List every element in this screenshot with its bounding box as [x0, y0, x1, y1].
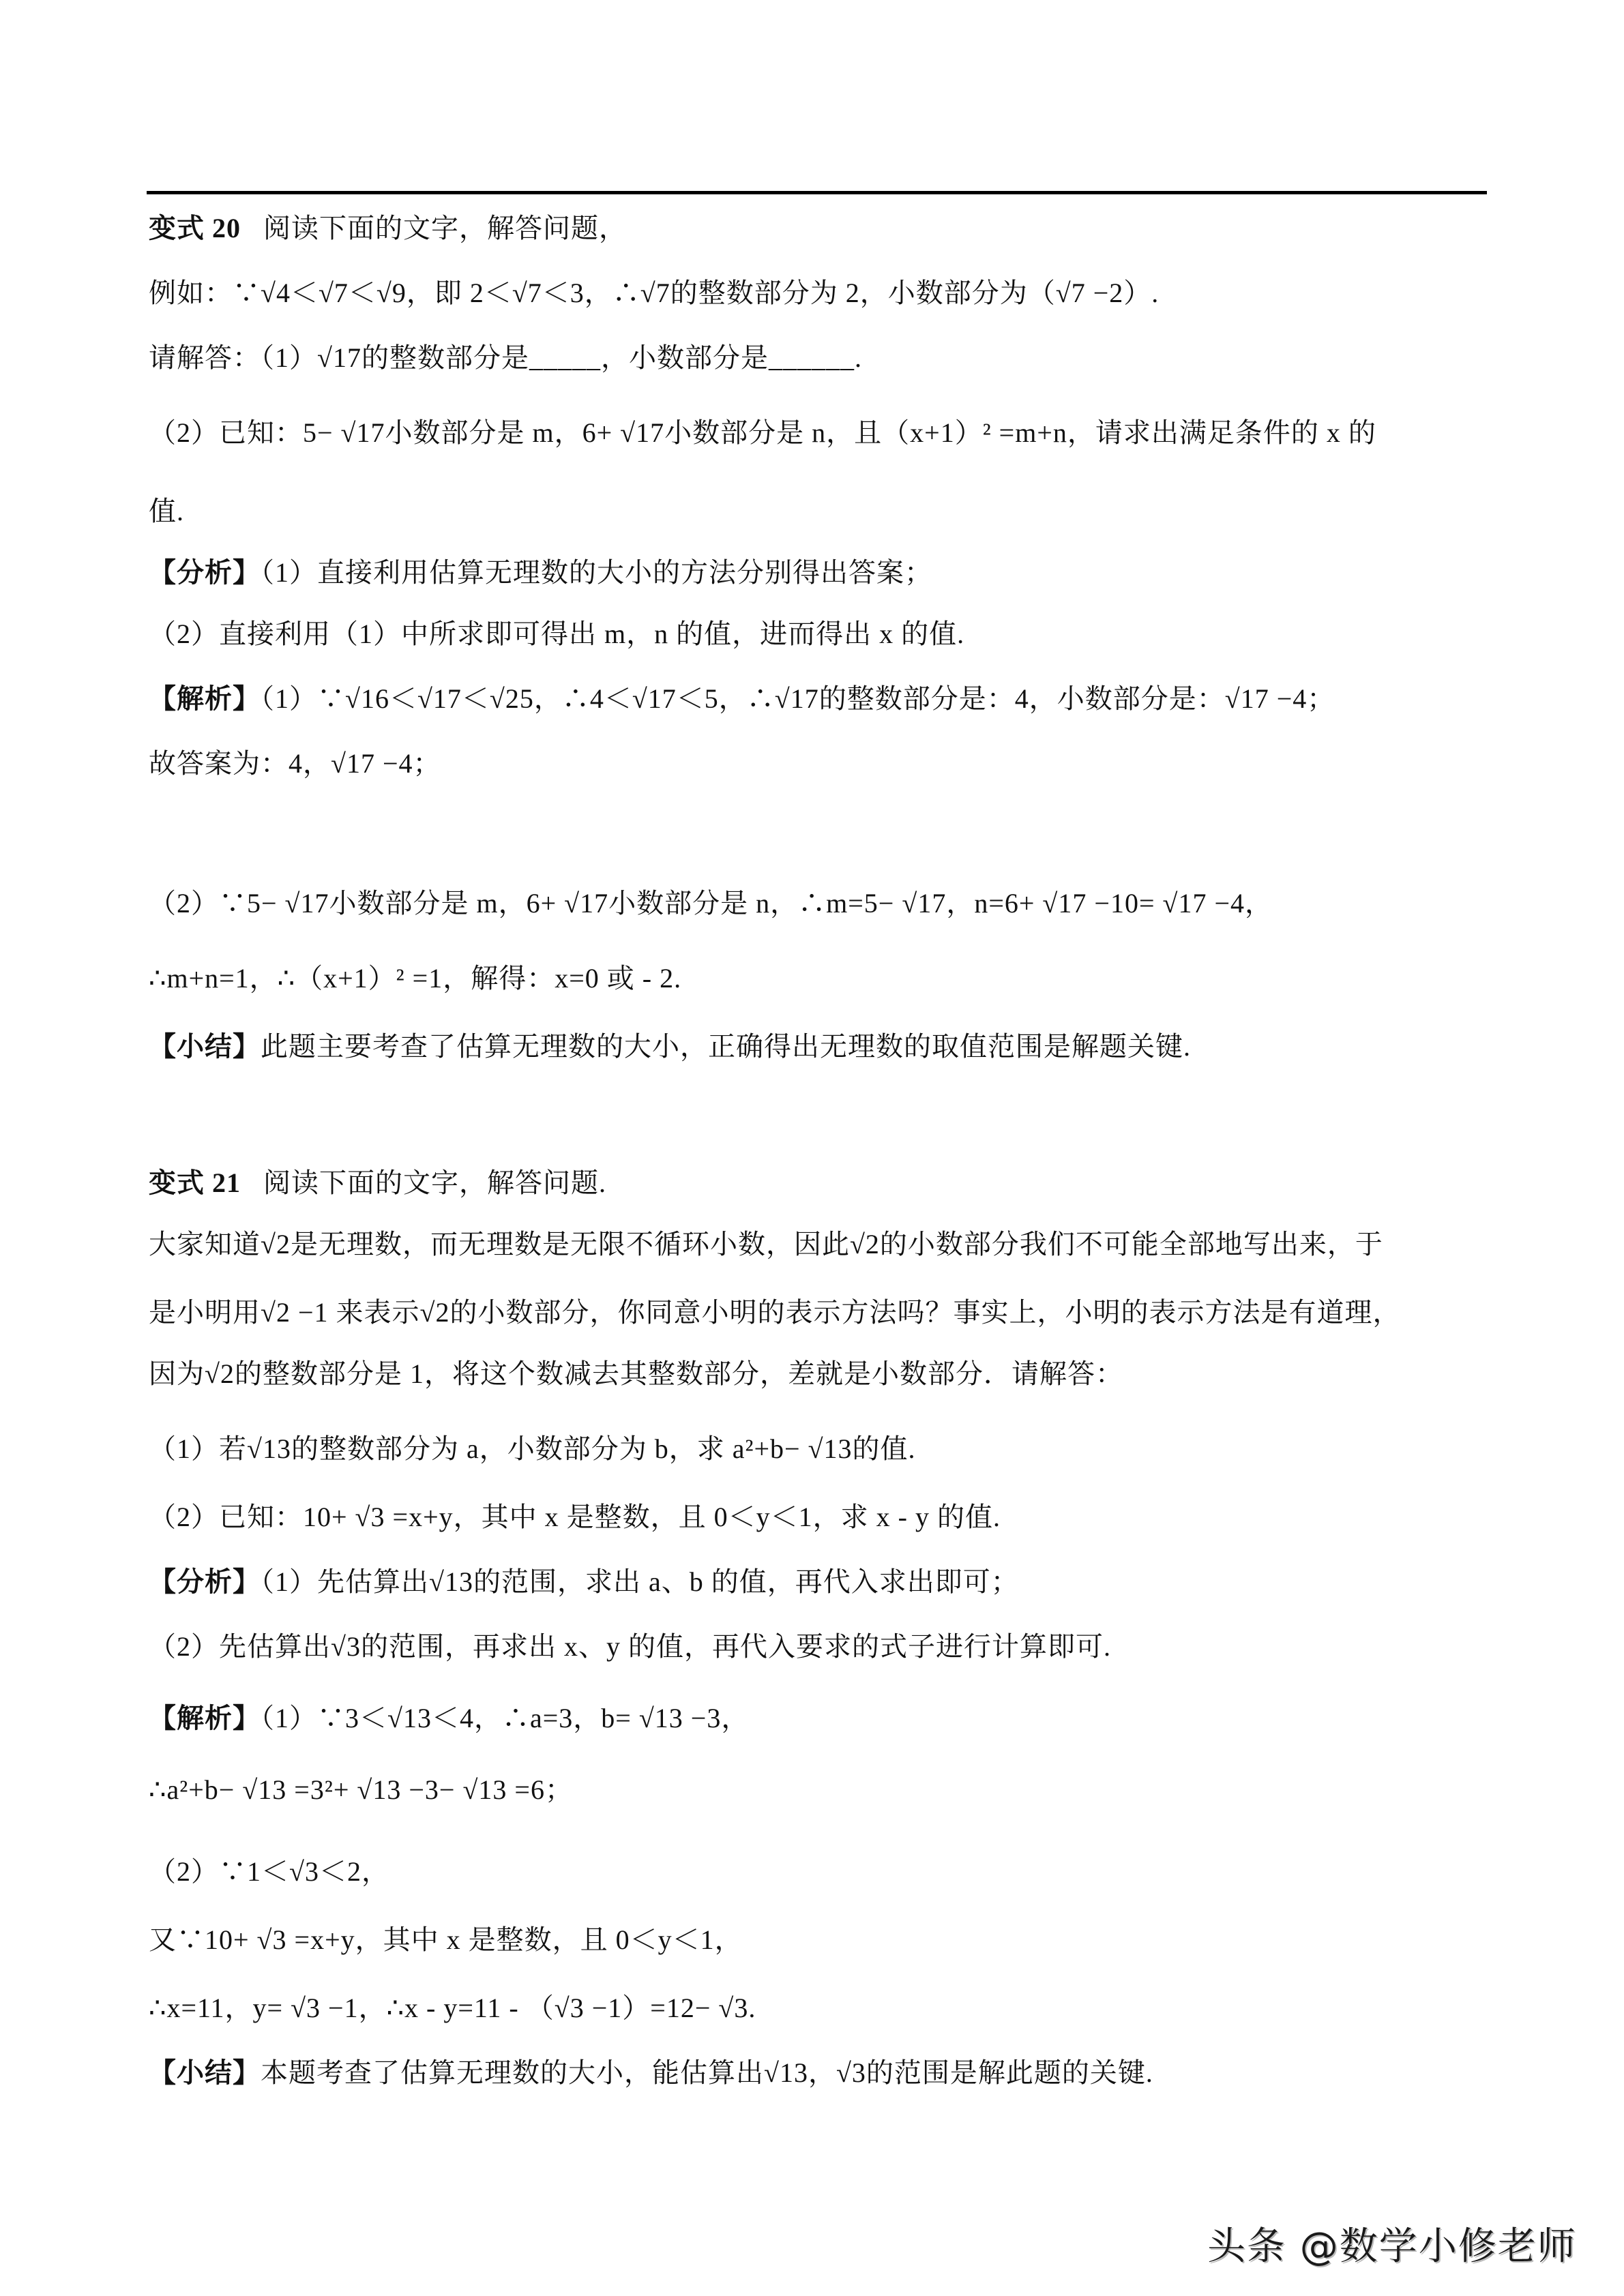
summary-text: 此题主要考查了估算无理数的大小，正确得出无理数的取值范围是解题关键. [261, 1031, 1191, 1062]
problem-21-heading [149, 1163, 606, 1204]
problem-20-example: 例如：∵√4＜√7＜√9，即 2＜√7＜3，∴√7的整数部分为 2，小数部分为（√7 −2）. [149, 278, 1160, 308]
problem-20-solution-2: （2）∵5− √17小数部分是 m，6+ √17小数部分是 n，∴m=5− √17，n=6+ √17 −10= √17 −4， [149, 888, 1273, 919]
problem-21-summary [149, 2053, 1153, 2093]
problem-21-text-1: 大家知道√2是无理数，而无理数是无限不循环小数，因此√2的小数部分我们不可能全部地写出来，于 [149, 1229, 1383, 1259]
problem-20-solution-2b: ∴m+n=1，∴（x+1）² =1，解得：x=0 或 - 2. [149, 963, 682, 994]
problem-20-analysis-1 [149, 552, 932, 593]
problem-20-summary [149, 1026, 1191, 1067]
problem-21-solution-1 [149, 1698, 749, 1739]
solution-text: （1）∵√16＜√17＜√25，∴4＜√17＜5，∴√17的整数部分是：4，小数部分是：√17 −4； [261, 683, 1335, 714]
analysis-text: （1）直接利用估算无理数的大小的方法分别得出答案； [261, 557, 932, 588]
summary-text: 本题考查了估算无理数的大小，能估算出√13，√3的范围是解此题的关键. [261, 2057, 1153, 2088]
analysis-text: （1）先估算出√13的范围，求出 a、b 的值，再代入求出即可； [261, 1566, 1019, 1597]
problem-21-text-3: 因为√2的整数部分是 1，将这个数减去其整数部分，差就是小数部分．请解答： [149, 1358, 1123, 1389]
problem-20-question-1: 请解答：（1）√17的整数部分是_____，小数部分是______. [149, 342, 862, 373]
summary-tag: 【小结】 [149, 1031, 261, 1062]
problem-20-question-2-line-2: 值. [149, 496, 184, 526]
header-rule [147, 191, 1487, 194]
problem-21-question-1: （1）若√13的整数部分为 a，小数部分为 b，求 a²+b− √13的值. [149, 1433, 916, 1464]
problem-21-analysis-2: （2）先估算出√3的范围，再求出 x、y 的值，再代入要求的式子进行计算即可. [149, 1631, 1111, 1662]
summary-tag: 【小结】 [149, 2057, 261, 2088]
problem-21-analysis-1 [149, 1562, 1019, 1602]
analysis-tag: 【分析】 [149, 557, 261, 588]
solution-text: （1）∵3＜√13＜4，∴a=3，b= √13 −3， [261, 1703, 750, 1733]
problem-20-solution-1b: 故答案为：4，√17 −4； [149, 748, 441, 779]
problem-21-label: 变式 21 [149, 1167, 241, 1198]
problem-21-solution-1b: ∴a²+b− √13 =3²+ √13 −3− √13 =6； [149, 1774, 573, 1805]
problem-20-analysis-2: （2）直接利用（1）中所求即可得出 m，n 的值，进而得出 x 的值. [149, 618, 965, 649]
problem-20-question-2-line-1: （2）已知：5− √17小数部分是 m，6+ √17小数部分是 n，且（x+1）² =m+n，请求出满足条件的 x 的 [149, 417, 1376, 448]
problem-21-solution-2b: 又∵10+ √3 =x+y，其中 x 是整数，且 0＜y＜1， [149, 1924, 743, 1955]
analysis-tag: 【分析】 [149, 1566, 261, 1597]
problem-21-text-2: 是小明用√2 −1 来表示√2的小数部分，你同意小明的表示方法吗？事实上，小明的表示方法是有道理， [149, 1297, 1401, 1328]
problem-21-intro: 阅读下面的文字，解答问题. [263, 1167, 606, 1198]
problem-20-heading [149, 208, 627, 249]
problem-21-solution-2c: ∴x=11，y= √3 −1，∴x - y=11 - （√3 −1）=12− √3. [149, 1993, 756, 2023]
watermark: 头条 @数学小修老师 [1207, 2224, 1577, 2269]
solution-tag: 【解析】 [149, 683, 261, 714]
problem-20-intro: 阅读下面的文字，解答问题， [263, 213, 627, 243]
solution-tag: 【解析】 [149, 1703, 261, 1733]
problem-21-solution-2: （2）∵1＜√3＜2， [149, 1856, 389, 1887]
problem-20-solution-1 [149, 679, 1335, 719]
problem-20-label: 变式 20 [149, 213, 241, 243]
problem-21-question-2: （2）已知：10+ √3 =x+y，其中 x 是整数，且 0＜y＜1，求 x - y 的值. [149, 1502, 1001, 1532]
